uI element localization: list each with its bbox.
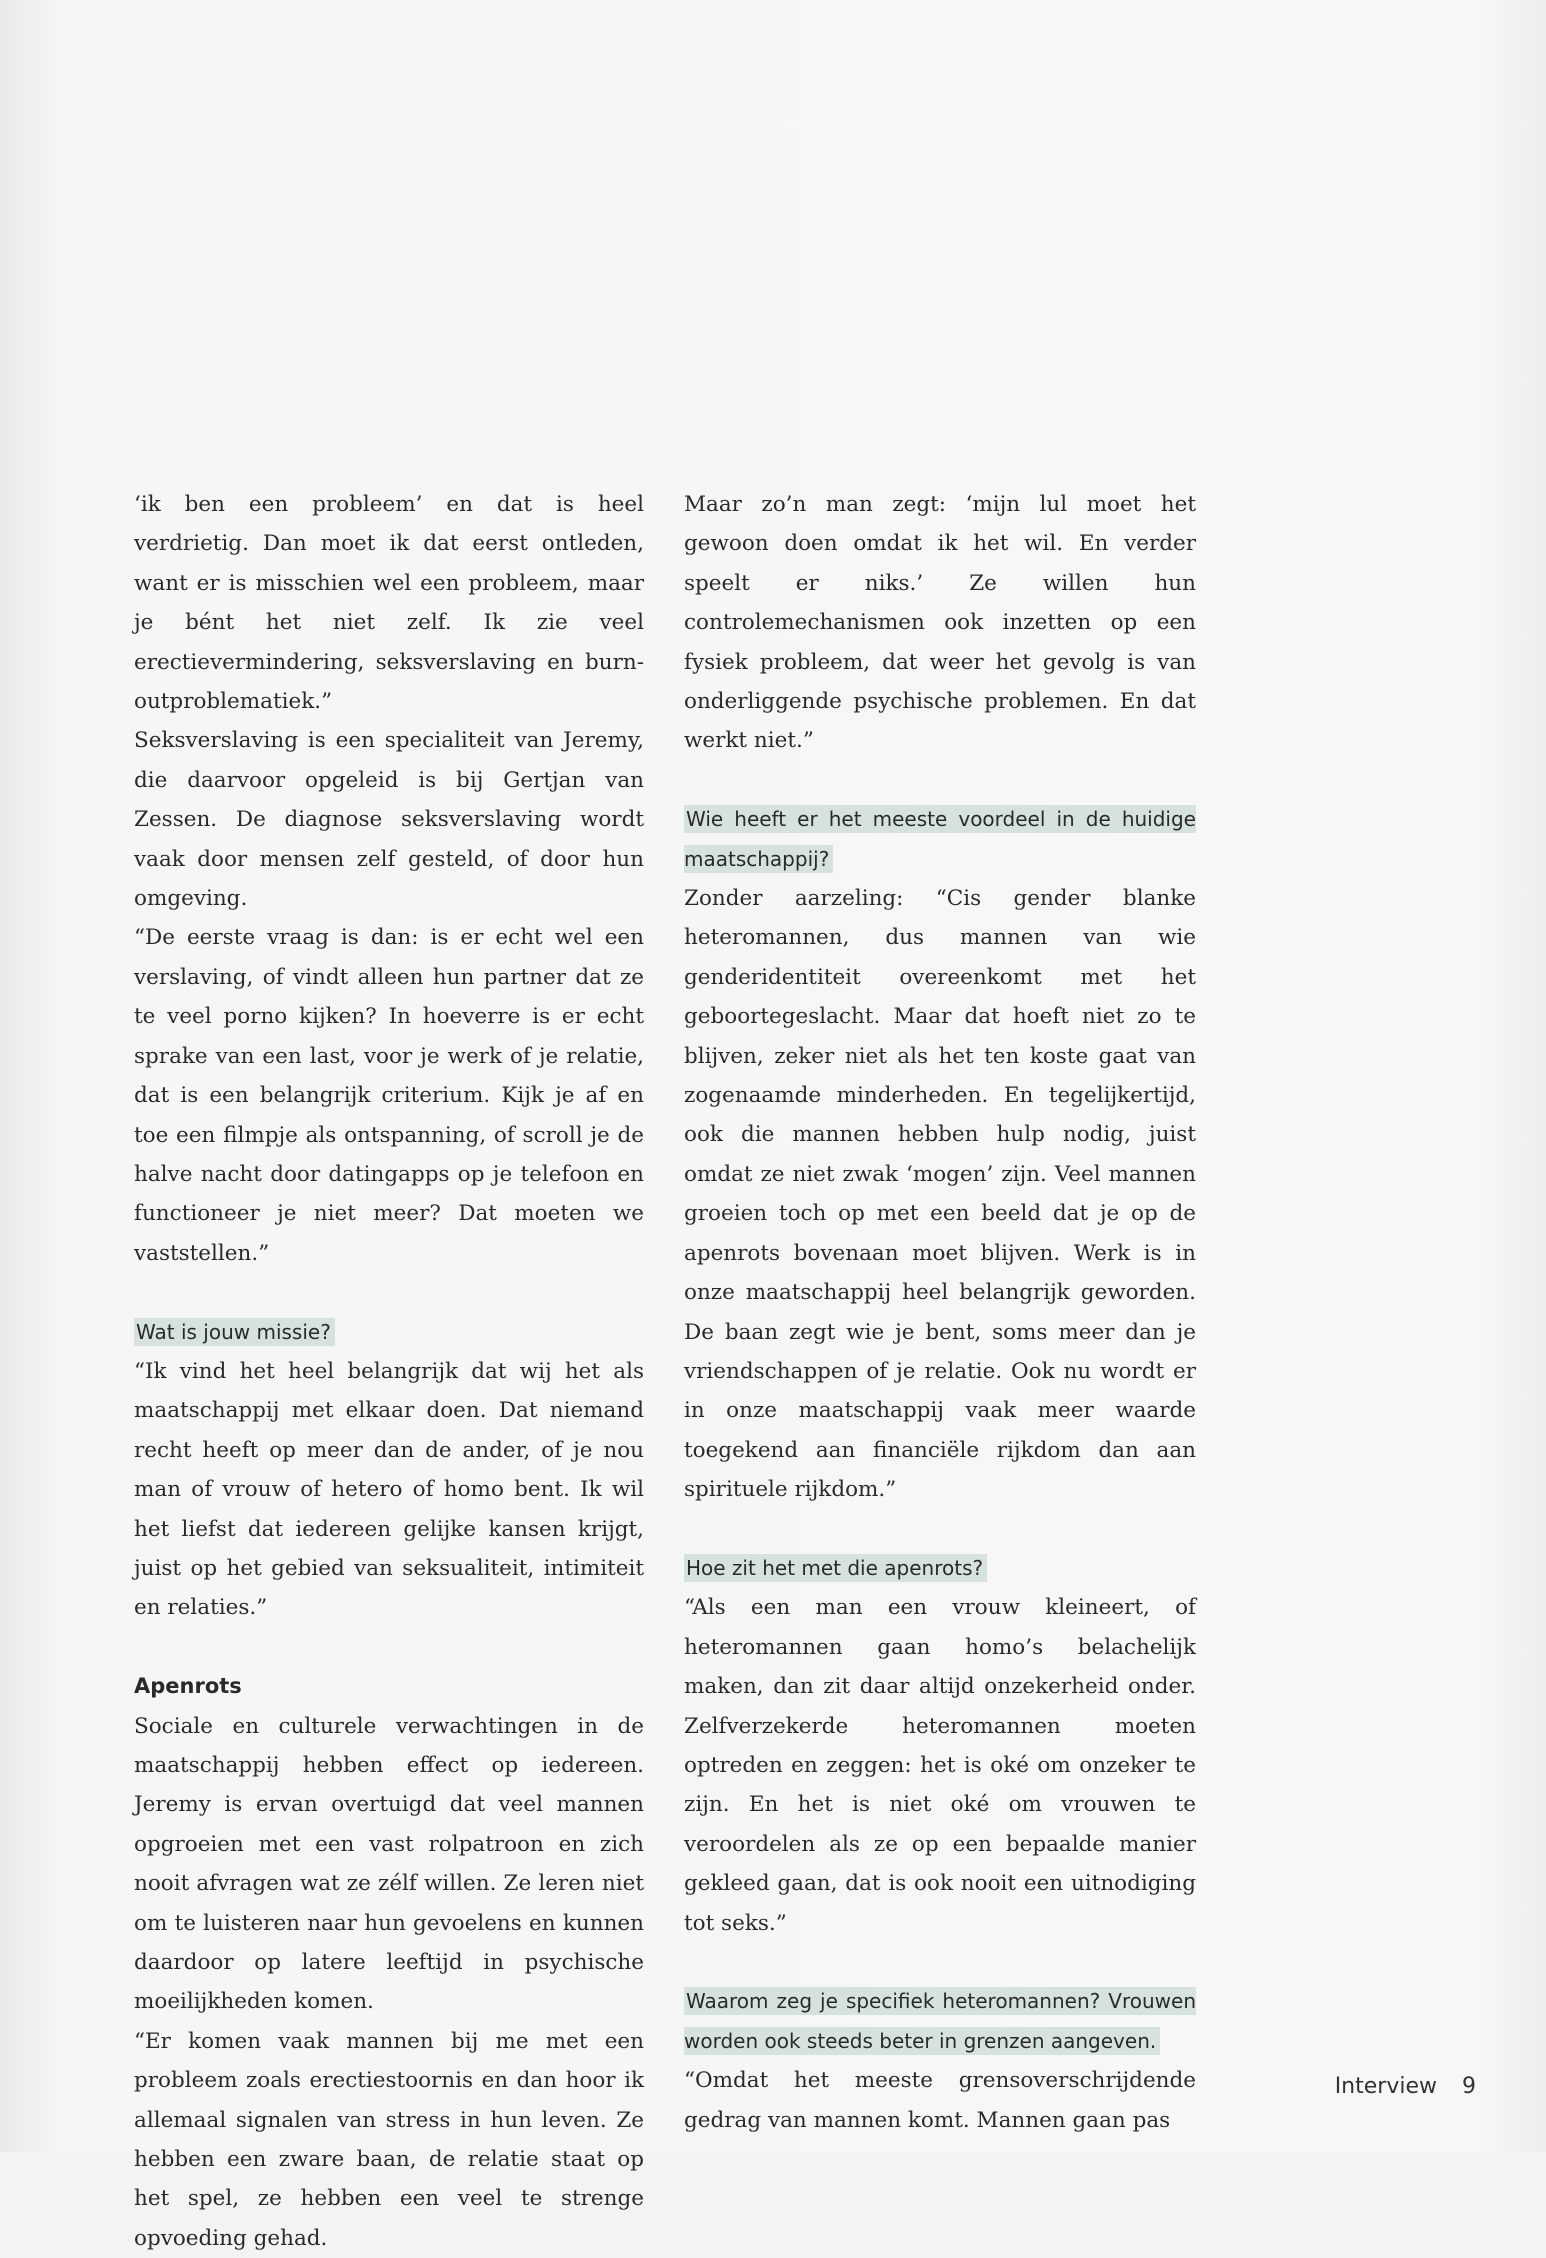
question-highlight: Waarom zeg je specifiek heteromannen? Vrouwen worden ook steeds beter in grenzen aangeven.: [684, 1989, 1196, 2053]
paragraph: Zonder aarzeling: “Cis gender blanke heteromannen, dus mannen van wie genderidentiteit overeenkomt met het geboortegeslacht. Maar dat hoeft niet zo te blijven, zeker niet als het ten koste gaat van zogenaamde minderheden. En tegelijkertijd, ook die mannen hebben hulp nodig, juist omdat ze niet zwak ‘mogen’ zijn. Veel mannen groeien toch op met een beeld dat je op de apenrots bovenaan moet blijven. Werk is in onze maatschappij heel belangrijk geworden. De baan zegt wie je bent, soms meer dan je vriendschappen of je relatie. Ook nu wordt er in onze maatschappij vaak meer waarde toegekend aan financiële rijkdom dan aan spirituele rijkdom.”: [684, 886, 1196, 1503]
subheading: Apenrots: [134, 1674, 242, 1699]
page-number: 9: [1462, 2074, 1476, 2099]
paragraph: “Er komen vaak mannen bij me met een probleem zoals erectiestoornis en dan hoor ik allemaal signalen van stress in hun leven. Ze hebben een zware baan, de relatie staat op het spel, ze hebben een veel te strenge opvoeding gehad.: [134, 2028, 644, 2251]
spacer: [684, 761, 1196, 800]
spacer: [134, 1273, 644, 1312]
paragraph: ‘ik ben een probleem’ en dat is heel verdrietig. Dan moet ik dat eerst ontleden, want er is misschien wel een probleem, maar je bént het niet zelf. Ik zie veel erectievermindering, seksverslaving en burn-outproblematiek.”: [134, 492, 644, 715]
paragraph: “Omdat het meeste grensoverschrijdende gedrag van mannen komt. Mannen gaan pas: [684, 2068, 1196, 2133]
spacer: [134, 1628, 644, 1667]
paragraph: “Ik vind het heel belangrijk dat wij het als maatschappij met elkaar doen. Dat niemand recht heeft op meer dan de ander, of je nou man of vrouw of hetero of homo bent. Ik wil het liefst dat iedereen gelijke kansen krijgt, juist op het gebied van seksualiteit, intimiteit en relaties.”: [134, 1358, 644, 1621]
interview-question: [684, 1982, 1196, 2061]
page-footer: [1335, 2074, 1476, 2099]
spacer: [684, 1943, 1196, 1982]
question-highlight: Wie heeft er het meeste voordeel in de huidige maatschappij?: [684, 807, 1196, 871]
paragraph: Maar zo’n man zegt: ‘mijn lul moet het gewoon doen omdat ik het wil. En verder speelt er niks.’ Ze willen hun controlemechanismen ook inzetten op een fysiek probleem, dat weer het gevolg is van onderliggende psychische problemen. En dat werkt niet.”: [684, 492, 1196, 754]
question-highlight: Wat is jouw missie?: [134, 1318, 335, 1346]
paragraph: Sociale en culturele verwachtingen in de maatschappij hebben effect op iedereen. Jeremy is ervan overtuigd dat veel mannen opgroeien met een vast rolpatroon en zich nooit afvragen wat ze zélf willen. Ze leren niet om te luisteren naar hun gevoelens en kunnen daardoor op latere leeftijd in psychische moeilijkheden komen.: [134, 1713, 644, 2015]
question-highlight: Hoe zit het met die apenrots?: [684, 1554, 987, 1582]
interview-question: [134, 1313, 644, 1352]
spacer: [684, 1510, 1196, 1549]
interview-question: [684, 800, 1196, 879]
section-label: Interview: [1334, 2074, 1437, 2099]
left-column: [134, 485, 644, 2258]
paragraph: Seksverslaving is een specialiteit van Jeremy, die daarvoor opgeleid is bij Gertjan van Zessen. De diagnose seksverslaving wordt vaak door mensen zelf gesteld, of door hun omgeving.: [134, 728, 644, 912]
right-column: [684, 485, 1196, 2140]
paragraph: “De eerste vraag is dan: is er echt wel een verslaving, of vindt alleen hun partner dat ze te veel porno kijken? In hoeverre is er echt sprake van een last, voor je werk of je relatie, dat is een belangrijk criterium. Kijk je af en toe een filmpje als ontspanning, of scroll je de halve nacht door datingapps op je telefoon en functioneer je niet meer? Dat moeten we vaststellen.”: [134, 925, 644, 1266]
interview-question: [684, 1549, 1196, 1588]
paragraph: “Als een man een vrouw kleineert, of heteromannen gaan homo’s belachelijk maken, dan zit daar altijd onzekerheid onder. Zelfverzekerde heteromannen moeten optreden en zeggen: het is oké om onzeker te zijn. En het is niet oké om vrouwen te veroordelen als ze op een bepaalde manier gekleed gaan, dat is ook nooit een uitnodiging tot seks.”: [684, 1595, 1196, 1936]
